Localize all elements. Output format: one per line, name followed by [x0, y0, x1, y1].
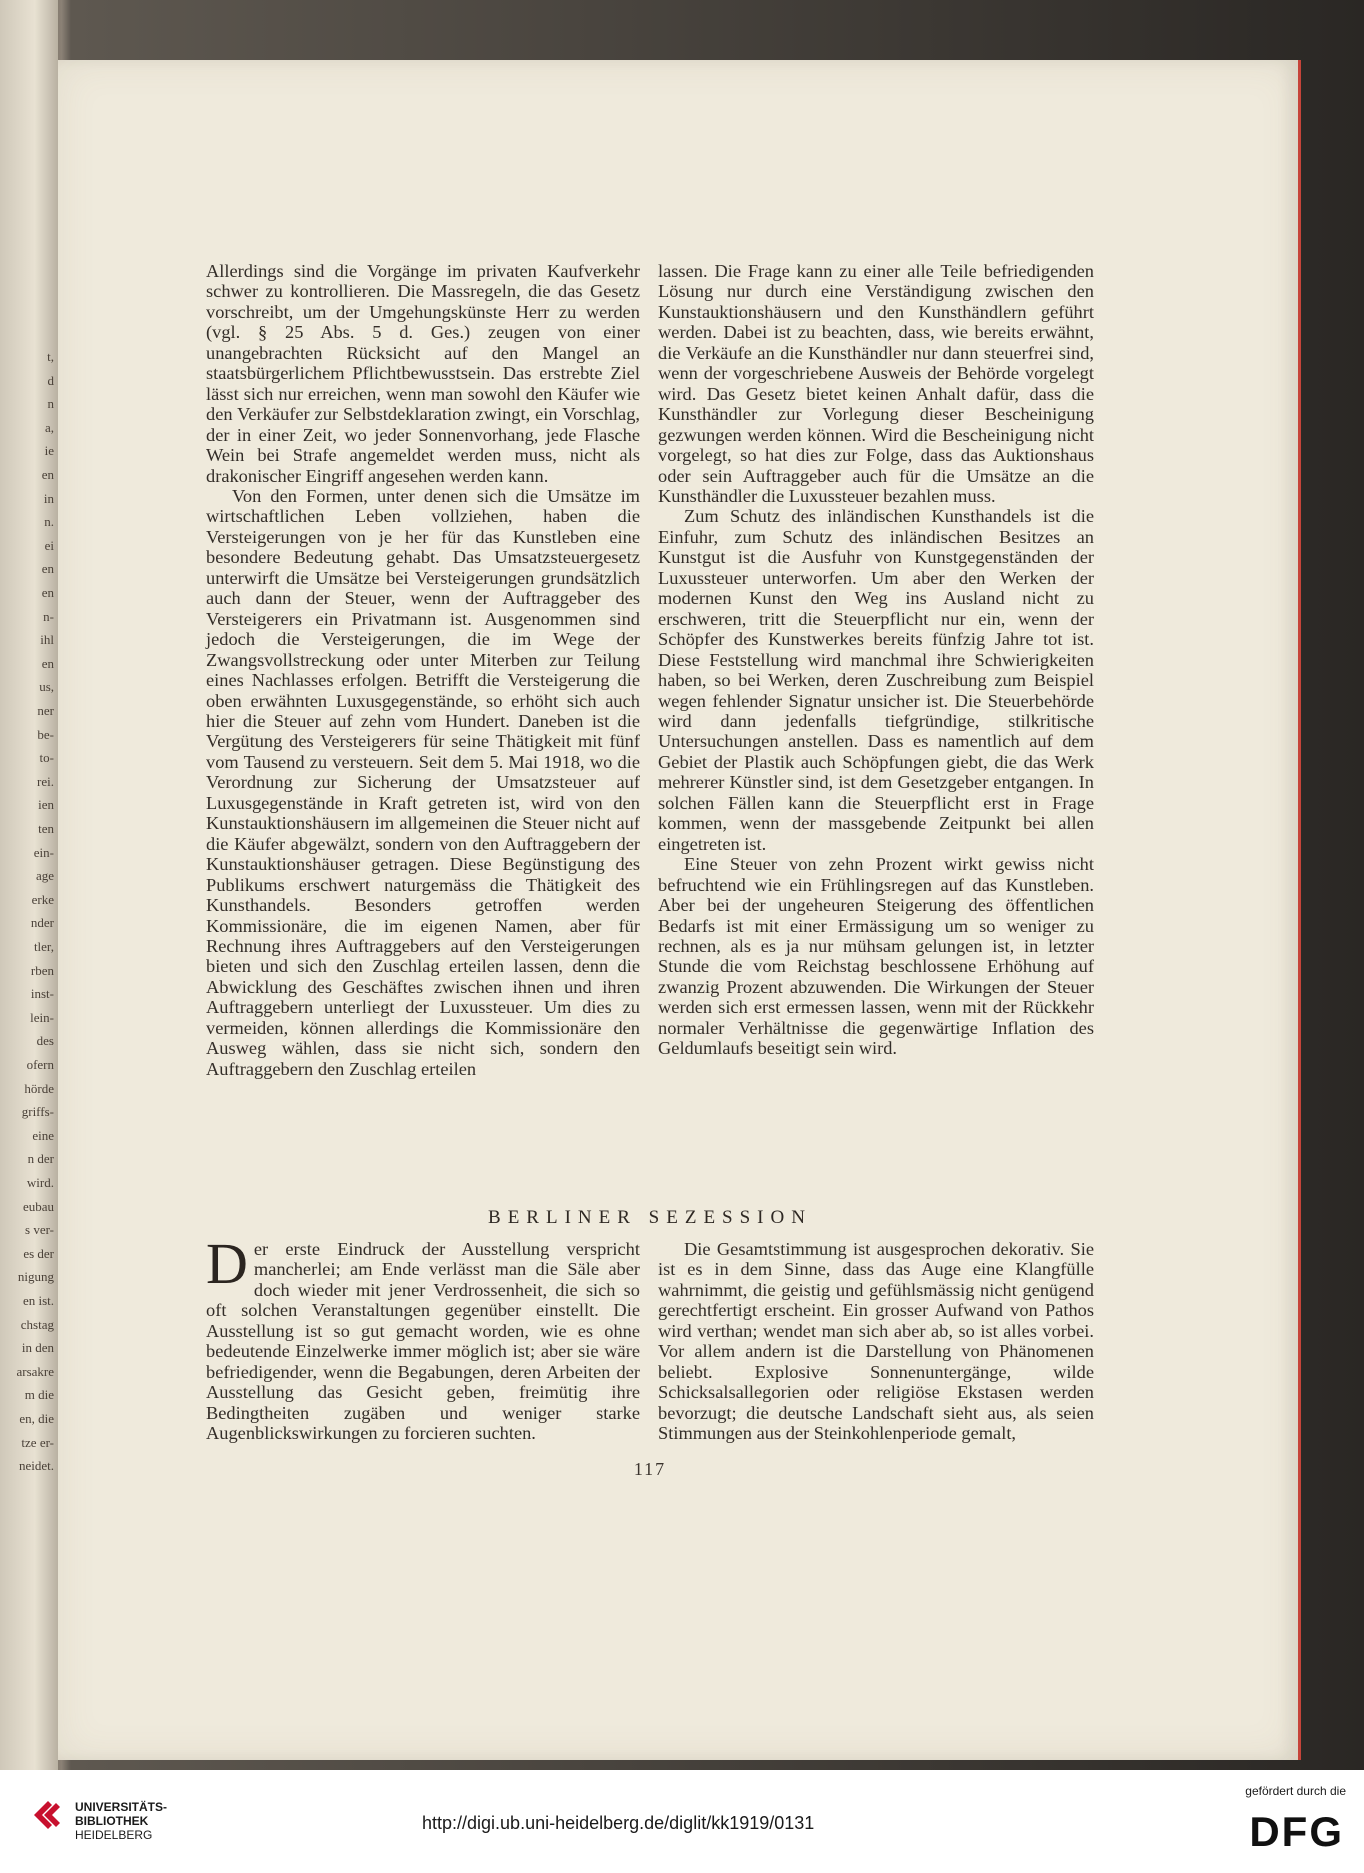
left-page-fragment: es der	[23, 1245, 54, 1261]
left-page-fragment: to-	[39, 750, 54, 766]
left-page-fragment: eine	[32, 1127, 54, 1143]
left-page-fragment: in den	[21, 1340, 54, 1356]
left-page-fragment: en ist.	[22, 1293, 54, 1308]
text-column-1	[206, 261, 640, 1079]
left-page-fragment: lein-	[30, 1009, 54, 1025]
left-page-fragment: tler,	[33, 939, 54, 954]
left-page-fragment: nigung	[17, 1269, 54, 1285]
text-column-4	[658, 1239, 1094, 1444]
left-page-fragment: griffs-	[21, 1104, 54, 1120]
left-page-fragment: wird.	[26, 1175, 54, 1190]
funding-label: gefördert durch die	[1245, 1784, 1346, 1798]
right-page	[58, 60, 1301, 1760]
left-page-fragment: en, die	[19, 1411, 54, 1426]
left-page-fragment: ihl	[40, 632, 54, 648]
left-page-fragment: en	[41, 561, 54, 577]
drop-cap: D	[206, 1231, 248, 1296]
left-page-fragment: t,	[47, 349, 54, 364]
left-page-fragment: arsakre	[16, 1363, 54, 1379]
left-page-fragment: d	[47, 372, 54, 388]
paragraph: er erste Eindruck der Ausstellung verspricht mancherlei; am Ende verlässt man die Säle aber doch wieder mit jener Verdrossenheit, die sich so oft solchen Veranstaltungen gegenüber einstellt. Die Ausstellung ist so gut gemacht worden, wie es ohne bedeutende Einzelwerke immer möglich ist; aber sie wäre befriedigender, wenn die Begabungen, deren Arbeiten der Ausstellung das Gesicht geben, freimütig ihre Bedingtheiten zugäben und weniger starke Augenblickswirkungen zu forcieren suchten.	[206, 1239, 640, 1444]
left-page-fragment: nder	[30, 915, 54, 931]
left-page-fragment: en	[41, 467, 54, 482]
text-column-2	[658, 261, 1094, 1059]
left-page-fragment: ten	[38, 821, 54, 836]
left-page-fragment: us,	[39, 679, 54, 695]
left-page-fragment: be-	[37, 726, 54, 742]
left-page-fragment: en	[41, 585, 54, 600]
left-page-fragment: m die	[24, 1387, 54, 1403]
paragraph: Von den Formen, unter denen sich die Umsätze im wirtschaftlichen Leben vollziehen, haben die Versteigerungen von je her für das Kunstleben eine besondere Bedeutung gehabt. Das Umsatzsteuergesetz unterwirft die Umsätze bei Versteigerungen grundsätzlich auch dann der Steuer, wenn der Auftraggeber des Versteigerers ein Privatmann ist. Ausgenommen sind jedoch die Versteigerungen, die im Wege der Zwangsvollstreckung oder unter Miterben zur Teilung eines Nachlasses erfolgen. Betrifft die Versteigerung die oben erwähnten Luxusgegenstände, so erhöht sich auch hier die Steuer auf zehn vom Hundert. Daneben ist die Vergütung des Versteigerers für seine Thätigkeit mit fünf vom Tausend zu versteuern. Seit dem 5. Mai 1918, wo die Verordnung zur Sicherung der Umsatzsteuer auf Luxusgegenstände in Kraft getreten ist, wird von den Kunstauktionshäusern im allgemeinen die Steuer nicht auf die Käufer abgewälzt, sondern von den Auftraggebern der Kunstauktionshäuser getragen. Diese Begünstigung des Publikums erschwert naturgemäss die Thätigkeit des Kunsthandels. Besonders getroffen werden Kommissionäre, die im eigenen Namen, aber für Rechnung ihres Auftraggebers auf den Versteigerungen bieten und sich den Zuschlag erteilen lassen, denn die Abwicklung des Geschäftes zwischen ihnen und ihren Auftraggebern unterliegt der Luxussteuer. Um dies zu vermeiden, können allerdings die Kommissionäre den Ausweg wählen, dass sie nicht sich, sondern den Auftraggebern den Zuschlag erteilen	[206, 485, 640, 1079]
left-page-fragment: ei	[44, 537, 54, 553]
dfg-logo[interactable]: DFG	[1249, 1808, 1344, 1855]
paragraph: Die Gesamtstimmung ist ausgesprochen dekorativ. Sie ist es in dem Sinne, dass das Auge eine Klangfülle wahrnimmt, die geistig und gefühlsmässig nicht genügend gerechtfertigt erscheint. Ein grosser Aufwand von Pathos wird verthan; wendet man sich aber ab, so ist alles vorbei. Vor allem andern ist die Darstellung von Phänomenen beliebt. Explosive Sonnenuntergänge, wilde Schicksalsallegorien oder religiöse Ekstasen werden bevorzugt; die deutsche Landschaft sieht aus, als seien Stimmungen aus der Steinkohlenperiode gemalt,	[658, 1239, 1094, 1444]
left-page-fragment: rben	[30, 962, 54, 978]
left-page-fragment: en	[41, 655, 54, 671]
text-column-3	[206, 1231, 640, 1444]
left-page-fragment: des	[36, 1033, 54, 1049]
left-page-fragment: n	[47, 396, 54, 412]
left-page-fragment: ien	[38, 797, 54, 813]
paragraph: Eine Steuer von zehn Prozent wirkt gewiss nicht befruchtend wie ein Frühlingsregen auf das Kunstleben. Aber bei der ungeheuren Steigerung des öffentlichen Bedarfs ist mit einer Ermässigung um so weniger zu rechnen, als es ja nur mühsam gelungen ist, in letzter Stunde die vom Reichstag beschlossene Erhöhung auf zwanzig Prozent abzuwenden. Die Wirkungen der Steuer werden sich erst ermessen lassen, wenn mit der Rückkehr normaler Verhältnisse die gegenwärtige Inflation des Geldumlaufs beseitigt sein wird.	[658, 854, 1094, 1059]
left-page-fragment: ofern	[26, 1057, 54, 1072]
left-page-fragment: ie	[44, 443, 54, 459]
section-heading: BERLINER SEZESSION	[488, 1207, 812, 1228]
left-page-fragment: in	[43, 490, 54, 506]
left-page-fragment: n der	[27, 1151, 54, 1167]
left-page-fragment: ein-	[33, 844, 54, 860]
left-page-fragment: tze er-	[21, 1434, 54, 1450]
left-page-fragment: n.	[44, 514, 54, 530]
paragraph: lassen. Die Frage kann zu einer alle Teile befriedigenden Lösung nur durch eine Verständigung zwischen den Kunstauktionshäusern und den Kunsthändlern geführt werden. Dabei ist zu beachten, dass, wie bereits erwähnt, die Verkäufe an die Kunsthändler nur dann steuerfrei sind, wenn der vorgeschriebene Ausweis der Behörde vorgelegt wird. Das Gesetz bietet keinen Anhalt dafür, dass die Kunsthändler zur Vorlegung dieser Bescheinigung gezwungen werden können. Wird die Bescheinigung nicht vorgelegt, so hat dies zur Folge, dass das Auktionshaus oder sein Auftraggeber auch für die Umsätze an die Kunsthändler die Luxussteuer bezahlen muss.	[658, 261, 1094, 506]
library-name[interactable]: UNIVERSITÄTS- BIBLIOTHEK HEIDELBERG	[75, 1800, 168, 1842]
left-page-fragment: a,	[44, 419, 54, 435]
left-page-fragment: erke	[31, 891, 54, 907]
paragraph: Allerdings sind die Vorgänge im privaten Kaufverkehr schwer zu kontrollieren. Die Massregeln, die das Gesetz vorschreibt, um der Umgehungskünste Herr zu werden (vgl. § 25 Abs. 5 d. Ges.) zeugen von einer unangebrachten Rücksicht auf den Mangel an staatsbürgerlichem Pflichtbewusstsein. Das erstrebte Ziel lässt sich nur erreichen, wenn man sowohl den Käufer wie den Verkäufer zur Selbstdeklaration zwingt, ein Vorschlag, der in einer Zeit, wo jeder Sonnenvorhang, jede Flasche Wein bei Strafe angemeldet werden muss, nicht als drakonischer Eingriff angesehen werden kann.	[206, 261, 640, 486]
left-page-edge	[0, 0, 58, 1770]
left-page-fragment: neidet.	[18, 1458, 54, 1474]
left-page-fragment: s ver-	[25, 1222, 54, 1238]
left-page-fragment: n-	[43, 608, 54, 624]
left-page-fragment: rei.	[37, 773, 54, 789]
paragraph: Zum Schutz des inländischen Kunsthandels ist die Einfuhr, zum Schutz des inländischen Besitzes an Kunstgut ist die Ausfuhr von Kunstgegenständen der Luxussteuer unterworfen. Um aber den Werken der modernen Kunst den Weg ins Ausland nicht zu erschweren, tritt die Steuerpflicht nur ein, wenn der Schöpfer des Kunstwerkes bereits fünfzig Jahre tot ist. Diese Feststellung wird manchmal ihre Schwierigkeiten haben, so bei Werken, deren Zuschreibung zum Beispiel wegen fehlender Signatur unsicher ist. Die Steuerbehörde wird dann jedenfalls tiefgründige, stilkritische Untersuchungen anstellen. Dass es namentlich auf dem Gebiet der Plastik auch Schöpfungen giebt, die das Werk mehrerer Künstler sind, ist dem Gesetzgeber entgangen. In solchen Fällen kann die Steuerpflicht erst in Frage kommen, wenn der massgebende Zeitpunkt bei allen eingetreten ist.	[658, 506, 1094, 854]
library-logo-icon	[30, 1795, 70, 1835]
left-page-fragment: inst-	[30, 986, 54, 1002]
left-page-fragment: eubau	[22, 1198, 54, 1214]
left-page-fragment: ner	[37, 703, 54, 718]
permalink-url[interactable]: http://digi.ub.uni-heidelberg.de/diglit/kk1919/0131	[422, 1813, 815, 1833]
page-number: 117	[633, 1459, 667, 1479]
left-page-fragment: chstag	[20, 1316, 54, 1332]
left-page-fragment: age	[35, 868, 54, 884]
footer-bar	[0, 1770, 1364, 1873]
left-page-fragment: hörde	[24, 1080, 54, 1096]
